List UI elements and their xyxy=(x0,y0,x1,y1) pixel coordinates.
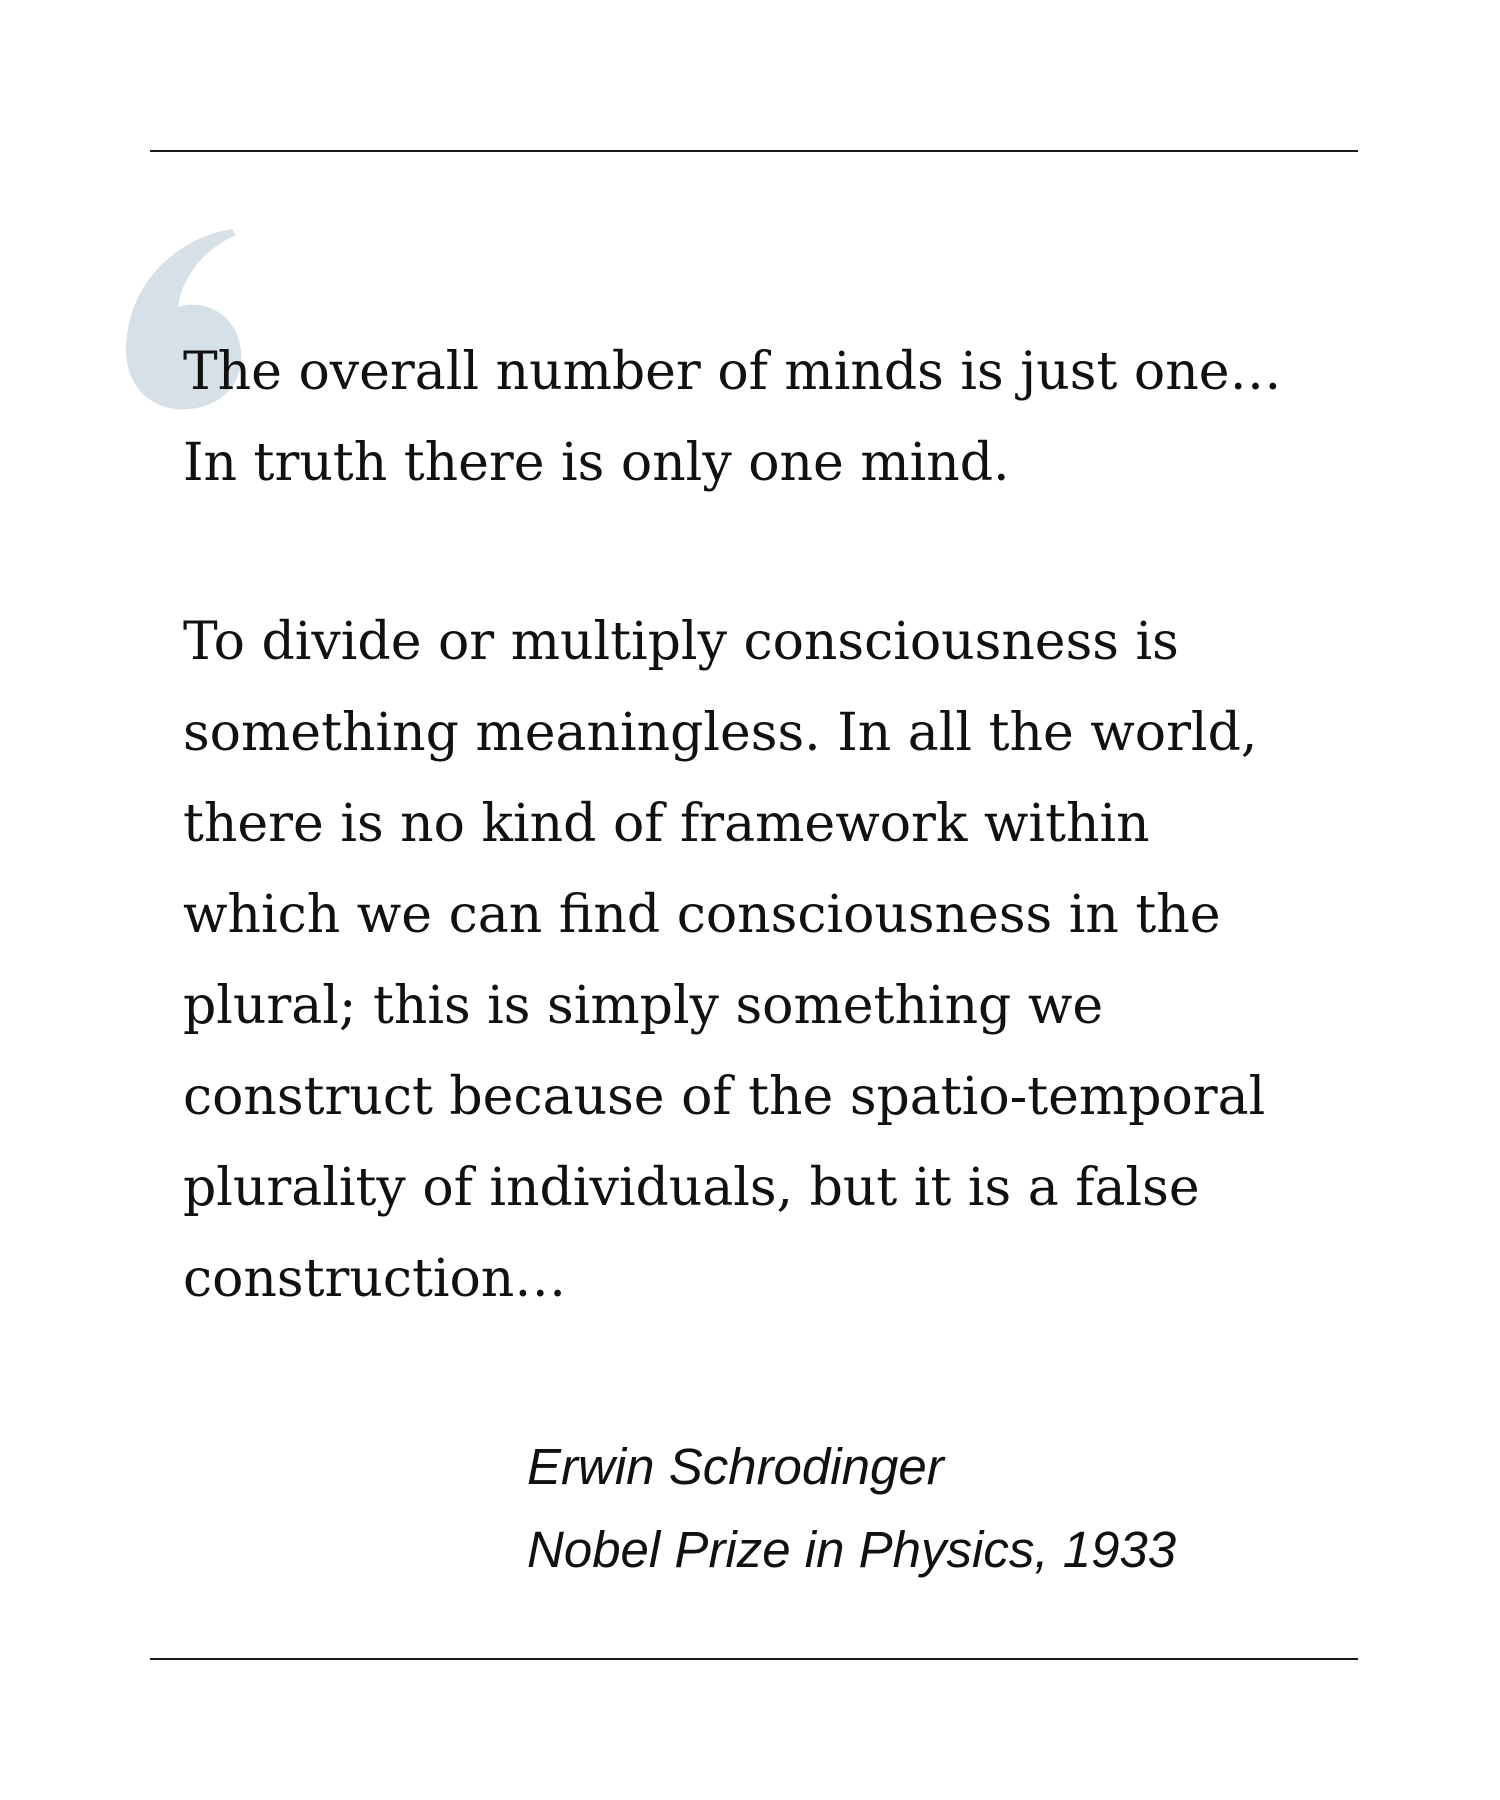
quote-paragraph-2: To divide or multiply consciousness is something meaningless. In all the world, there is no kind of framework within which we can find consciousness in the plural; this is simply something we construct because of the spatio-temporal plurality of individuals, but it is a false construction… xyxy=(183,612,1266,1309)
top-divider xyxy=(150,150,1358,152)
author-name: Erwin Schrodinger xyxy=(527,1438,944,1495)
attribution xyxy=(527,1425,1176,1591)
quote-paragraph-1: The overall number of minds is just one… In truth there is only one mind. xyxy=(183,342,1282,493)
author-credential: Nobel Prize in Physics, 1933 xyxy=(527,1521,1177,1578)
bottom-divider xyxy=(150,1658,1358,1660)
quote-text xyxy=(183,327,1333,1325)
